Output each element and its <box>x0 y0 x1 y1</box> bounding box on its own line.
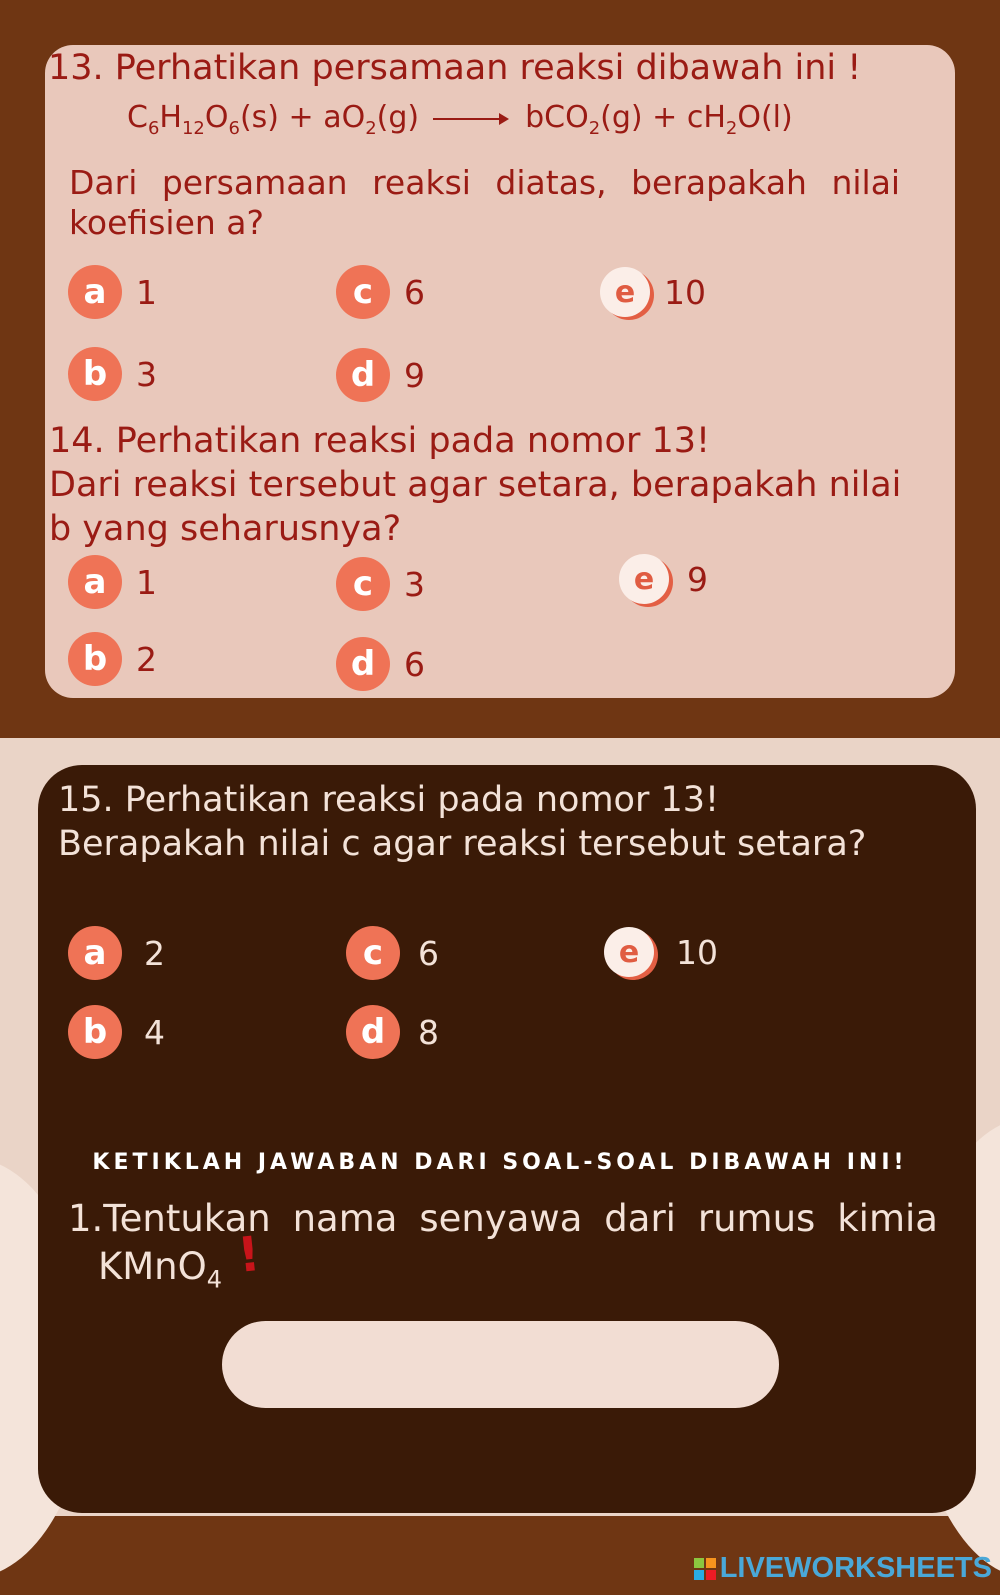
option-value: 10 <box>676 932 718 972</box>
q13-option-a[interactable] <box>68 265 157 319</box>
option-badge-a: a <box>68 926 122 980</box>
option-badge-e: e <box>604 927 654 977</box>
q15-line1: 15. Perhatikan reaksi pada nomor 13! <box>58 780 720 820</box>
q13-equation: $C_6H_{12}O_6(s) + aO_2(g) bCO_2(g) + cH_2O(l)$ <box>127 100 793 139</box>
option-badge-c: c <box>336 265 390 319</box>
essay-instruction: KETIKLAH JAWABAN DARI SOAL-SOAL DIBAWAH INI! <box>92 1150 908 1175</box>
option-value: 9 <box>687 559 708 599</box>
option-value: 10 <box>664 272 706 312</box>
option-value: 6 <box>404 272 425 312</box>
option-value: 1 <box>136 562 157 602</box>
option-value: 6 <box>418 933 439 973</box>
essay-word: 1.Tentukan <box>68 1197 271 1240</box>
q14-option-a[interactable] <box>68 555 157 609</box>
q15-option-d[interactable] <box>346 1005 439 1059</box>
essay-word: kimia <box>837 1197 938 1240</box>
q14-option-c[interactable] <box>336 557 425 611</box>
option-badge-b: b <box>68 632 122 686</box>
option-badge-b: b <box>68 347 122 401</box>
reaction-arrow-icon <box>433 118 507 120</box>
option-value: 2 <box>144 933 165 973</box>
option-value: 8 <box>418 1012 439 1052</box>
essay-word: rumus <box>697 1197 816 1240</box>
q14-line3: b yang seharusnya? <box>49 509 402 549</box>
option-badge-c: c <box>346 926 400 980</box>
q13-option-d[interactable] <box>336 348 425 402</box>
essay-question-1 <box>68 1195 938 1303</box>
q14-option-b[interactable] <box>68 632 157 686</box>
question-card-13-14 <box>45 45 955 698</box>
essay-word: dari <box>604 1197 676 1240</box>
essay-word: nama <box>292 1197 398 1240</box>
liveworksheets-logo-icon <box>694 1558 716 1580</box>
essay-formula: KMnO$_4$ <box>98 1245 223 1294</box>
brand-name: LIVEWORKSHEETS <box>719 1552 992 1584</box>
option-badge-e: e <box>619 554 669 604</box>
option-badge-a: a <box>68 265 122 319</box>
essay-word: senyawa <box>419 1197 583 1240</box>
q13-title: 13. Perhatikan persamaan reaksi dibawah ini ! <box>48 48 862 88</box>
option-badge-d: d <box>336 348 390 402</box>
q14-line1: 14. Perhatikan reaksi pada nomor 13! <box>49 421 711 461</box>
option-badge-d: d <box>336 637 390 691</box>
q15-line2: Berapakah nilai c agar reaksi tersebut setara? <box>58 824 867 864</box>
liveworksheets-brand[interactable] <box>694 1552 992 1585</box>
option-value: 3 <box>404 564 425 604</box>
option-badge-c: c <box>336 557 390 611</box>
q15-option-e[interactable] <box>604 927 718 977</box>
option-badge-e: e <box>600 267 650 317</box>
option-badge-b: b <box>68 1005 122 1059</box>
q13-line1: Dari persamaan reaksi diatas, berapakah nilai <box>69 163 901 202</box>
q15-option-b[interactable] <box>68 1005 165 1059</box>
option-value: 6 <box>404 644 425 684</box>
answer-input-1[interactable] <box>222 1321 779 1408</box>
q13-option-e[interactable] <box>600 267 706 317</box>
exclamation-icon: ! <box>235 1226 263 1284</box>
q14-option-e[interactable] <box>619 554 708 604</box>
q15-option-c[interactable] <box>346 926 439 980</box>
option-value: 3 <box>136 354 157 394</box>
option-badge-a: a <box>68 555 122 609</box>
q15-option-a[interactable] <box>68 926 165 980</box>
q14-option-d[interactable] <box>336 637 425 691</box>
option-badge-d: d <box>346 1005 400 1059</box>
q13-line2: koefisien a? <box>69 203 265 242</box>
option-value: 1 <box>136 272 157 312</box>
q13-option-b[interactable] <box>68 347 157 401</box>
option-value: 4 <box>144 1012 165 1052</box>
q14-line2: Dari reaksi tersebut agar setara, berapakah nilai <box>49 465 902 505</box>
option-value: 9 <box>404 355 425 395</box>
q13-option-c[interactable] <box>336 265 425 319</box>
option-value: 2 <box>136 639 157 679</box>
